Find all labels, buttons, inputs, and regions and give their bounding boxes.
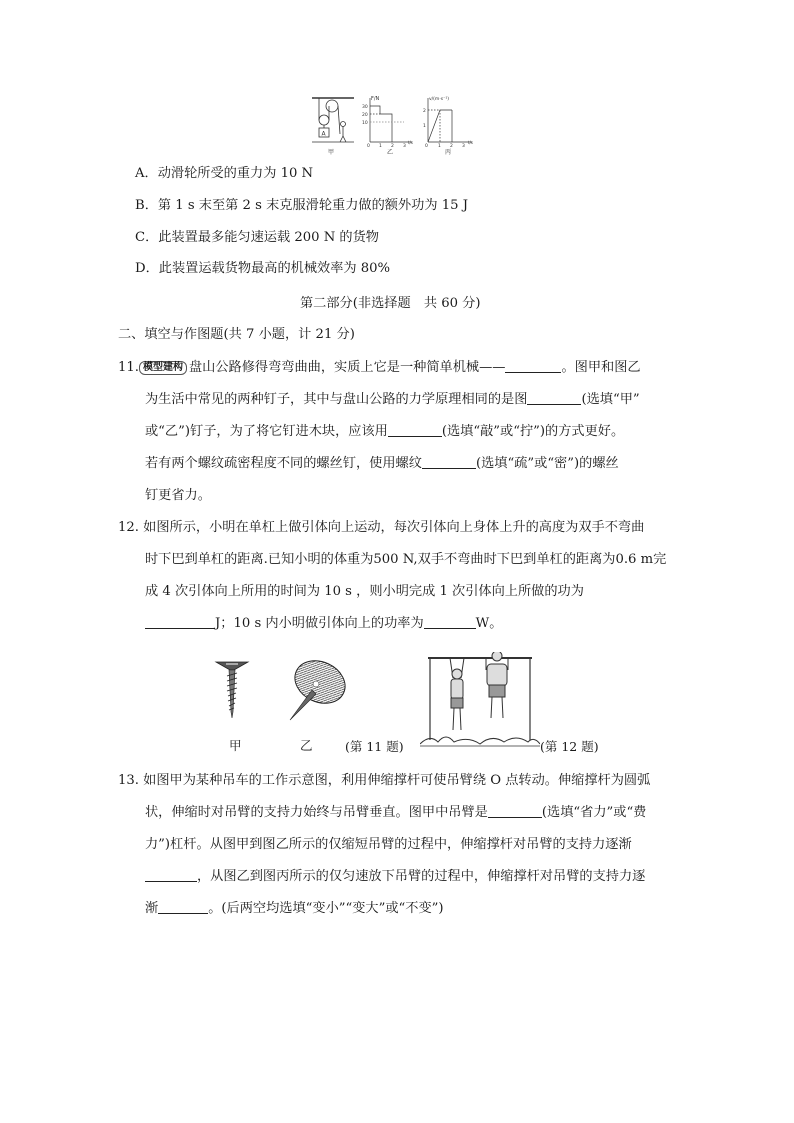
graph-bing: [428, 98, 472, 142]
option-c: C．此装置最多能匀速运载 200 N 的货物: [135, 230, 379, 245]
graph-yi-ytick-20: 20: [362, 113, 368, 118]
figure-label-jia-11: 甲: [229, 738, 242, 753]
pulley-graphs-figure: [310, 94, 490, 158]
answer-blank-11-4[interactable]: [422, 454, 476, 469]
question-13-text: 状，伸缩时对吊臂的支持力始终与吊臂垂直。图甲中吊臂是: [145, 805, 488, 820]
nail-figure: [280, 656, 350, 726]
graph-bing-xtick-0: 0: [425, 144, 428, 149]
question-12-line-2: 时下巴到单杠的距离.已知小明的体重为500 N,双手不弯曲时下巴到单杠的距离为0.6 m完: [145, 552, 667, 567]
question-11-text: 为生活中常见的两种钉子，其中与盘山公路的力学原理相同的是图: [145, 392, 528, 407]
question-11-text: 或“乙”)钉子，为了将它钉进木块，应该用: [145, 424, 388, 439]
question-13-line-1: 13. 如图甲为某种吊车的工作示意图，利用伸缩撑杆可使吊臂绕 O 点转动。伸缩撑杆为圆弧: [118, 773, 651, 788]
question-12: [118, 512, 666, 640]
question-11-number: 11.: [118, 360, 139, 375]
question-11-line-2: [118, 384, 641, 416]
question-12-line-3: 成 4 次引体向上所用的时间为 10 s ，则小明完成 1 次引体向上所做的功为: [145, 584, 584, 599]
option-a: A．动滑轮所受的重力为 10 N: [135, 166, 314, 181]
part-two-title: 第二部分(非选择题 共 60 分): [300, 296, 481, 311]
answer-blank-11-3[interactable]: [388, 422, 442, 437]
question-11-text: 若有两个螺纹疏密程度不同的螺丝钉，使用螺纹: [145, 456, 422, 471]
caption-question-11: (第 11 题): [345, 739, 404, 754]
pulley-apparatus: [312, 98, 354, 142]
person-left: [450, 658, 464, 730]
model-construction-badge: 模型建构: [139, 361, 187, 375]
question-11-text: 。图甲和图乙: [561, 360, 641, 375]
question-13-line-2: [118, 797, 650, 829]
option-b: B．第 1 s 末至第 2 s 末克服滑轮重力做的额外功为 15 J: [135, 198, 468, 213]
question-11-text: 钉更省力。: [145, 488, 211, 503]
question-12-text: J；10 s 内小明做引体向上的功率为: [215, 616, 424, 631]
question-13-line-5: [118, 893, 650, 925]
graph-yi-ylabel: F/N: [371, 96, 380, 102]
question-13-text: ，从图乙到图丙所示的仅匀速放下吊臂的过程中，伸缩撑杆对吊臂的支持力逐: [197, 869, 646, 884]
question-13-text: 。(后两空均选填“变小”“变大”或“不变”): [208, 901, 444, 916]
graph-yi-xtick-2: 2: [391, 144, 394, 149]
question-11-text: 盘山公路修得弯弯曲曲，实质上它是一种简单机械——: [188, 360, 506, 375]
graph-yi-xtick-0: 0: [367, 144, 370, 149]
figure-label-yi: 乙: [387, 149, 394, 156]
graph-bing-ylabel: v/(m·s⁻¹): [429, 97, 450, 102]
graph-bing-ytick-1: 1: [423, 124, 426, 129]
question-11-text: (选填“敲”或“拧”)的方式更好。: [441, 424, 625, 439]
option-d: D．此装置运载货物最高的机械效率为 80%: [135, 261, 391, 276]
graph-yi-ytick-30: 30: [362, 105, 368, 110]
pulley-label-a: A: [321, 130, 326, 138]
question-13-line-3: 力”)杠杆。从图甲到图乙所示的仅缩短吊臂的过程中，伸缩撑杆对吊臂的支持力逐渐: [145, 837, 632, 852]
question-11: [118, 352, 641, 512]
answer-blank-13-1[interactable]: [488, 803, 542, 818]
question-11-text: (选填“甲”: [581, 392, 640, 407]
graph-yi-xtick-3: 3: [403, 144, 406, 149]
graph-yi-ytick-10: 10: [362, 121, 368, 126]
figure-label-bing: 丙: [445, 149, 452, 156]
section-title: 二、填空与作图题(共 7 小题，计 21 分): [118, 327, 355, 342]
graph-bing-xtick-2: 2: [450, 144, 453, 149]
caption-question-12: (第 12 题): [540, 739, 599, 754]
question-12-text: W。: [475, 616, 503, 631]
answer-blank-13-3[interactable]: [158, 899, 208, 914]
question-13-text: 渐: [145, 901, 159, 916]
answer-blank-13-2[interactable]: [145, 867, 197, 882]
figure-label-yi-11: 乙: [300, 738, 313, 753]
question-11-line-5: [118, 480, 641, 512]
question-13: [118, 765, 650, 925]
answer-blank-12-2[interactable]: [424, 614, 476, 629]
figure-label-jia: 甲: [328, 149, 335, 156]
question-13-line-4: [118, 861, 650, 893]
question-11-line-1: [118, 352, 641, 384]
graph-bing-ytick-2: 2: [423, 109, 426, 114]
question-11-line-3: [118, 416, 641, 448]
person-right: [486, 652, 508, 718]
graph-yi-xtick-1: 1: [379, 144, 382, 149]
question-12-line-4: [118, 608, 666, 640]
answer-blank-12-1[interactable]: [145, 614, 215, 629]
question-13-text: (选填“省力”或“费: [541, 805, 647, 820]
question-12-line-1: 12. 如图所示，小明在单杠上做引体向上运动，每次引体向上身体上升的高度为双手不弯曲: [118, 520, 645, 535]
pull-up-bar-figure: [420, 652, 540, 748]
graph-bing-xlabel: t/s: [468, 140, 473, 145]
graph-yi: [370, 98, 412, 142]
question-11-text: (选填“疏”或“密”)的螺丝: [475, 456, 619, 471]
answer-blank-11-2[interactable]: [527, 390, 581, 405]
graph-yi-xlabel: t/s: [408, 140, 413, 145]
answer-blank-11-1[interactable]: [505, 358, 561, 373]
graph-bing-xtick-1: 1: [438, 144, 441, 149]
screw-figure: [212, 658, 252, 720]
graph-bing-xtick-3: 3: [462, 144, 465, 149]
question-11-line-4: [118, 448, 641, 480]
